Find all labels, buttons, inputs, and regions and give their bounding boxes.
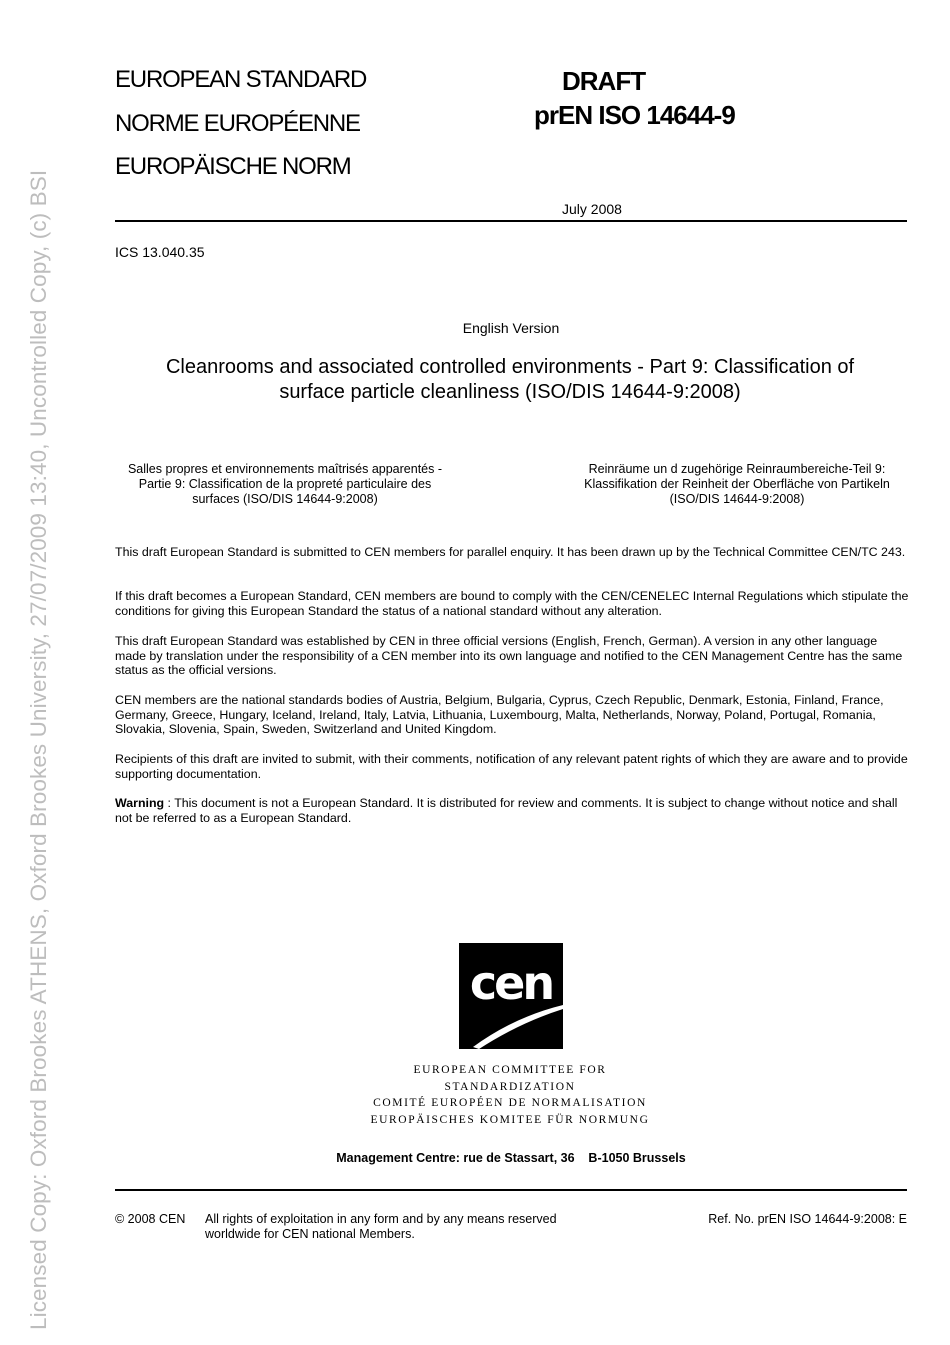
- ics-code: ICS 13.040.35: [115, 244, 205, 260]
- document-date: July 2008: [562, 201, 622, 217]
- warning-label: Warning: [115, 796, 165, 810]
- committee-name-de: EUROPÄISCHES KOMITEE FÜR NORMUNG: [370, 1113, 650, 1126]
- licensed-copy-watermark: [0, 0, 51, 1345]
- footer-reference: Ref. No. prEN ISO 14644-9:2008: E: [708, 1212, 907, 1226]
- standard-name-en: EUROPEAN STANDARD: [115, 66, 367, 93]
- document-title: Cleanrooms and associated controlled environments - Part 9: Classification of surface particle cleanliness (ISO/DIS 14644-9:2008): [165, 356, 855, 403]
- paragraph-enquiry: This draft European Standard is submitted to CEN members for parallel enquiry. It has been drawn up by the Technical Committee CEN/TC 243.: [115, 545, 906, 559]
- title-french: Salles propres et environnements maîtrisés apparentés - Partie 9: Classification de la propreté particulaire des surfaces (ISO/DIS 14644-9:2008): [127, 462, 443, 506]
- footer-rights: All rights of exploitation in any form and by any means reserved worldwide for CEN national Members.: [205, 1212, 557, 1241]
- warning-text: : This document is not a European Standard. It is distributed for review and comments. It is subject to change without notice and shall not be referred to as a European Standard.: [115, 796, 898, 825]
- language-version: English Version: [462, 320, 560, 336]
- standard-name-fr: NORME EUROPÉENNE: [115, 110, 360, 137]
- committee-name-en: EUROPEAN COMMITTEE FOR STANDARDIZATION: [413, 1064, 607, 1093]
- footer-copyright: © 2008 CEN: [115, 1212, 186, 1226]
- paragraph-regulations: If this draft becomes a European Standard, CEN members are bound to comply with the CEN/CENELEC Internal Regulations which stipulate the conditions for giving this European Standard the status of a national standard without any alteration.: [115, 589, 909, 618]
- title-german: Reinräume un d zugehörige Reinraumbereiche-Teil 9: Klassifikation der Reinheit der Oberfläche von Partikeln (ISO/DIS 14644-9:2008): [584, 462, 890, 506]
- cen-logo: [459, 943, 563, 1049]
- cen-logo-text: cen: [469, 956, 553, 1010]
- footer-divider: [115, 1189, 907, 1191]
- draft-label: DRAFT: [562, 66, 646, 96]
- document-number: prEN ISO 14644-9: [534, 100, 735, 130]
- header-divider: [115, 220, 907, 222]
- committee-name-fr: COMITÉ EUROPÉEN DE NORMALISATION: [373, 1097, 647, 1109]
- paragraph-versions: This draft European Standard was established by CEN in three official versions (English, French, German). A version in any other language made by translation under the responsibility of a CEN member into its own language and notified to the CEN Management Centre has the same status as the official versions.: [115, 634, 903, 678]
- watermark-text: Licensed Copy: Oxford Brookes ATHENS, Oxford Brookes University, 27/07/2009 13:40, Uncontrolled Copy, (c) BSI: [26, 169, 51, 1330]
- paragraph-recipients: Recipients of this draft are invited to submit, with their comments, notification of any relevant patent rights of which they are aware and to provide supporting documentation.: [115, 752, 908, 781]
- standard-name-de: EUROPÄISCHE NORM: [115, 153, 351, 180]
- warning-notice: [115, 796, 910, 825]
- paragraph-members: CEN members are the national standards bodies of Austria, Belgium, Bulgaria, Cyprus, Czech Republic, Denmark, Estonia, Finland, France, Germany, Greece, Hungary, Iceland, Ireland, Italy, Latvia, Lithuania, Luxembourg, Malta, Netherlands, Norway, Poland, Portugal, Romania, Slovakia, Slovenia, Spain, Sweden, Switzerland and United Kingdom.: [115, 693, 884, 737]
- committee-names: [355, 1062, 665, 1128]
- management-centre-address: Management Centre: rue de Stassart, 36 B-1050 Brussels: [336, 1151, 686, 1165]
